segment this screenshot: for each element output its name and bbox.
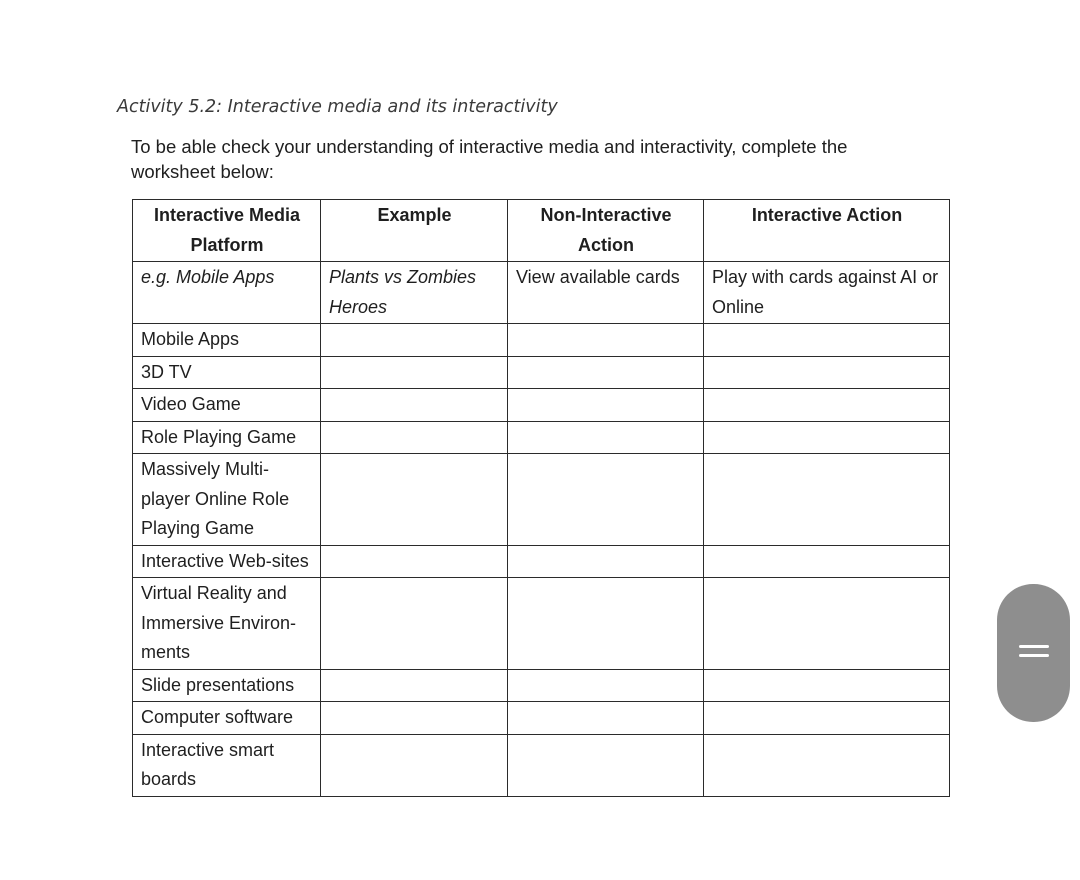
non-interactive-cell[interactable] [508,734,704,796]
non-interactive-cell[interactable] [508,389,704,422]
header-interactive-action: Interactive Action [704,200,950,262]
platform-cell: Computer software [133,702,321,735]
platform-cell: Interactive Web-sites [133,545,321,578]
non-interactive-cell[interactable] [508,669,704,702]
example-interactive: Play with cards against AI or Online [704,262,950,324]
interactive-cell[interactable] [704,356,950,389]
activity-title: Activity 5.2: Interactive media and its interactivity [117,97,558,117]
non-interactive-cell[interactable] [508,324,704,357]
interactive-cell[interactable] [704,734,950,796]
table-row [133,734,950,796]
table-row [133,421,950,454]
worksheet-table [132,199,950,797]
table-row [133,389,950,422]
table-row [133,578,950,670]
example-cell[interactable] [321,669,508,702]
platform-cell: Role Playing Game [133,421,321,454]
non-interactive-cell[interactable] [508,702,704,735]
example-platform: e.g. Mobile Apps [133,262,321,324]
table-row [133,356,950,389]
table-row [133,454,950,546]
non-interactive-cell[interactable] [508,454,704,546]
example-cell[interactable] [321,702,508,735]
platform-cell: Video Game [133,389,321,422]
example-cell[interactable] [321,578,508,670]
interactive-cell[interactable] [704,454,950,546]
table-row [133,702,950,735]
interactive-cell[interactable] [704,669,950,702]
example-example: Plants vs Zombies Heroes [321,262,508,324]
platform-cell: Virtual Reality and Immersive Environ-ments [133,578,321,670]
non-interactive-cell[interactable] [508,356,704,389]
intro-text: To be able check your understanding of interactive media and interactivity, complete the worksheet below: [131,136,848,182]
interactive-cell[interactable] [704,702,950,735]
platform-cell: Slide presentations [133,669,321,702]
interactive-cell[interactable] [704,545,950,578]
example-cell[interactable] [321,454,508,546]
table-row [133,324,950,357]
table-row [133,669,950,702]
example-row [133,262,950,324]
example-cell[interactable] [321,356,508,389]
header-example: Example [321,200,508,262]
table-row [133,545,950,578]
example-cell[interactable] [321,324,508,357]
example-non-interactive: View available cards [508,262,704,324]
example-cell[interactable] [321,545,508,578]
header-non-interactive-action: Non-Interactive Action [508,200,704,262]
platform-cell: Interactive smart boards [133,734,321,796]
example-cell[interactable] [321,389,508,422]
non-interactive-cell[interactable] [508,578,704,670]
non-interactive-cell[interactable] [508,545,704,578]
example-cell[interactable] [321,421,508,454]
non-interactive-cell[interactable] [508,421,704,454]
platform-cell: 3D TV [133,356,321,389]
platform-cell: Massively Multi-player Online Role Playing Game [133,454,321,546]
interactive-cell[interactable] [704,421,950,454]
interactive-cell[interactable] [704,324,950,357]
interactive-cell[interactable] [704,578,950,670]
table-header-row [133,200,950,262]
platform-cell: Mobile Apps [133,324,321,357]
interactive-cell[interactable] [704,389,950,422]
example-cell[interactable] [321,734,508,796]
header-platform: Interactive Media Platform [133,200,321,262]
scroll-handle[interactable] [997,584,1070,722]
